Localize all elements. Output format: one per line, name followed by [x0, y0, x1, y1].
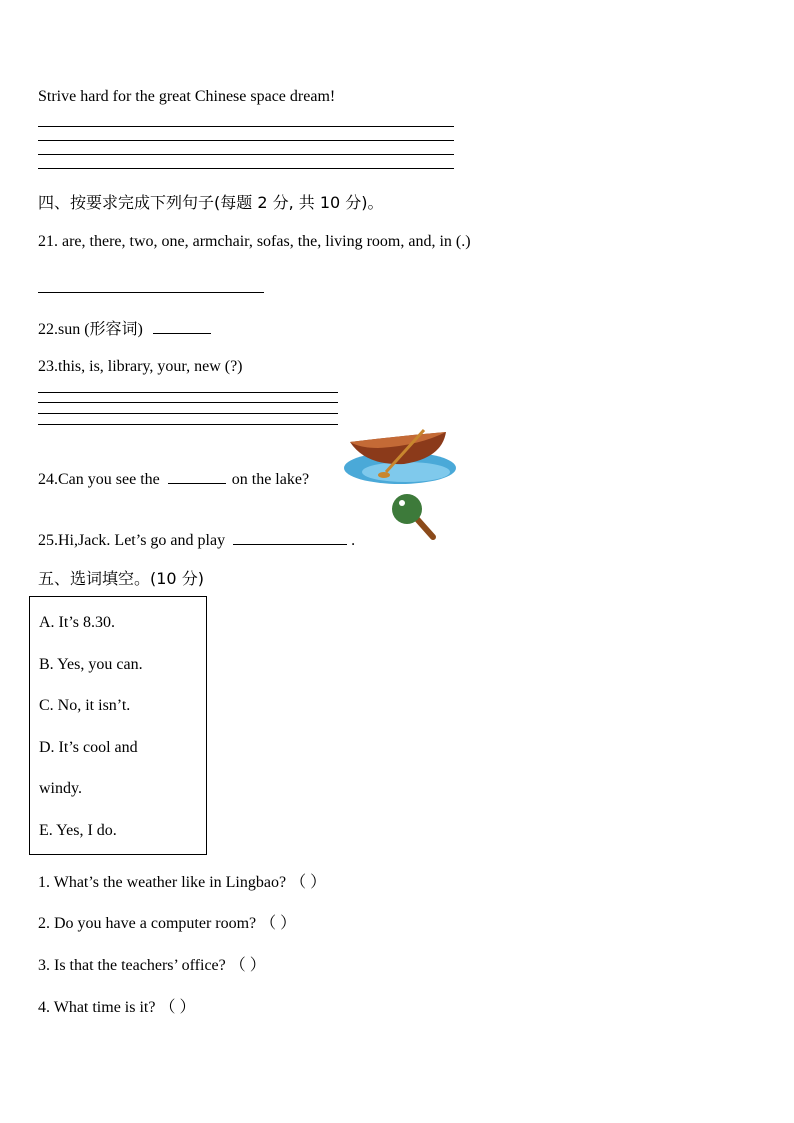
paddle-handle: [417, 519, 433, 537]
question-22-text: 22.sun (形容词): [38, 321, 143, 338]
options-box: [29, 596, 207, 855]
answer-line: [38, 126, 454, 127]
question-5-4: 4. What time is it? （ ）: [38, 999, 196, 1016]
option-c: C. No, it isn’t.: [39, 697, 131, 714]
option-d: D. It’s cool and: [39, 739, 138, 756]
answer-line: [38, 402, 338, 403]
answer-line: [38, 392, 338, 393]
option-e: E. Yes, I do.: [39, 822, 117, 839]
question-24: [38, 471, 309, 489]
section-five-heading: 五、选词填空。(10 分): [38, 569, 204, 588]
question-25: [38, 532, 355, 550]
question-23: 23.this, is, library, your, new (?): [38, 358, 243, 375]
answer-line: [38, 168, 454, 169]
question-5-1: 1. What’s the weather like in Lingbao? （ ）: [38, 874, 327, 891]
paddle-face: [392, 494, 422, 524]
question-25-text-before: 25.Hi,Jack. Let’s go and play: [38, 532, 226, 549]
answer-line: [38, 154, 454, 155]
question-24-text-before: 24.Can you see the: [38, 471, 160, 488]
rowboat-picture: [338, 428, 458, 490]
lake-water-highlight: [362, 462, 450, 482]
question-5-3: 3. Is that the teachers’ office? （ ）: [38, 957, 266, 974]
answer-line: [38, 292, 264, 293]
answer-line: [38, 413, 338, 414]
question-25-text-after: .: [351, 532, 356, 549]
answer-line: [38, 140, 454, 141]
question-22: [38, 316, 211, 339]
sentence-prompt: Strive hard for the great Chinese space dream!: [38, 88, 336, 105]
option-b: B. Yes, you can.: [39, 656, 143, 673]
answer-blank[interactable]: [168, 482, 226, 484]
question-21: 21. are, there, two, one, armchair, sofas, the, living room, and, in (.): [38, 233, 471, 250]
answer-line: [38, 424, 338, 425]
oar-blade: [378, 472, 390, 478]
option-d-continued: windy.: [39, 780, 82, 797]
ping-pong-paddle-picture: [389, 491, 441, 543]
question-5-2: 2. Do you have a computer room? （ ）: [38, 915, 297, 932]
option-a: A. It’s 8.30.: [39, 614, 115, 631]
question-24-text-after: on the lake?: [231, 471, 310, 488]
ball: [399, 500, 405, 506]
section-four-heading: 四、按要求完成下列句子(每题 2 分, 共 10 分)。: [38, 193, 384, 212]
answer-blank[interactable]: [233, 543, 347, 545]
answer-blank[interactable]: [153, 332, 211, 334]
